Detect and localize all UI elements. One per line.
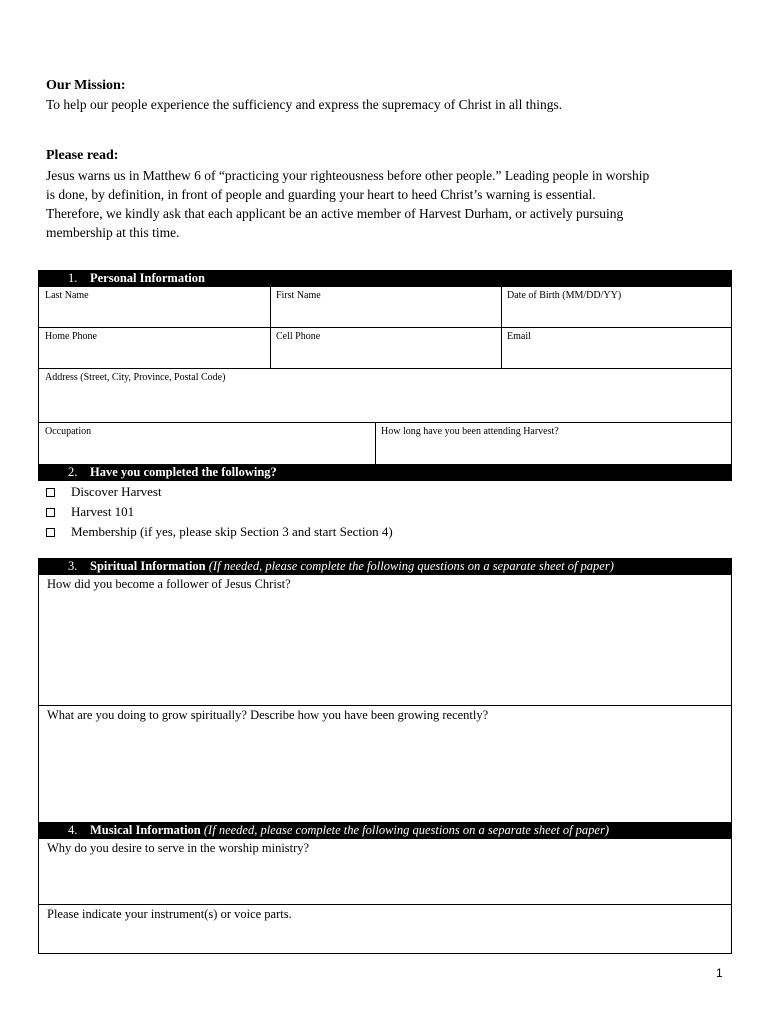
instrument-question: Please indicate your instrument(s) or voice parts. bbox=[47, 907, 292, 921]
instrument-answer-area[interactable] bbox=[39, 905, 731, 953]
section1-header bbox=[38, 270, 732, 287]
first-name-label: First Name bbox=[276, 290, 321, 301]
please-read-line: is done, by definition, in front of people and guarding your heart to heed Christ’s warning is essential. bbox=[46, 187, 596, 202]
growth-answer-area[interactable] bbox=[39, 706, 731, 822]
mission-heading: Our Mission: bbox=[46, 78, 126, 93]
section2-number: 2. bbox=[68, 465, 78, 479]
occupation-field[interactable] bbox=[39, 423, 375, 464]
occupation-label: Occupation bbox=[45, 426, 92, 437]
section2-header bbox=[38, 464, 732, 481]
motivation-answer-area[interactable] bbox=[39, 839, 731, 905]
email-label: Email bbox=[507, 331, 531, 342]
section4-title: Musical Information bbox=[90, 823, 201, 837]
mission-text: To help our people experience the sufficiency and express the supremacy of Christ in all things. bbox=[46, 97, 563, 112]
first-name-field[interactable] bbox=[270, 287, 501, 328]
column-divider bbox=[501, 287, 502, 328]
section1-title: Personal Information bbox=[90, 271, 205, 285]
date-of-birth-label: Date of Birth (MM/DD/YY) bbox=[507, 290, 622, 301]
date-of-birth-field[interactable] bbox=[501, 287, 731, 328]
section3-header bbox=[38, 558, 732, 575]
page-number: 1 bbox=[716, 966, 723, 980]
cell-phone-field[interactable] bbox=[270, 328, 501, 369]
section4-note: (If needed, please complete the following questions on a separate sheet of paper) bbox=[203, 823, 610, 837]
please-read-text bbox=[46, 166, 649, 242]
section4-header bbox=[38, 822, 732, 839]
personal-info-table bbox=[38, 287, 732, 464]
address-label: Address (Street, City, Province, Postal Code) bbox=[45, 372, 226, 383]
cell-phone-label: Cell Phone bbox=[276, 331, 321, 342]
checklist-label: Discover Harvest bbox=[71, 484, 162, 499]
column-divider bbox=[270, 328, 271, 369]
last-name-label: Last Name bbox=[45, 290, 89, 301]
follower-answer-area[interactable] bbox=[39, 575, 731, 706]
home-phone-label: Home Phone bbox=[45, 331, 97, 342]
please-read-heading: Please read: bbox=[46, 148, 119, 163]
musical-info-table bbox=[38, 839, 732, 954]
section2-title: Have you completed the following? bbox=[90, 465, 277, 479]
please-read-line: Jesus warns us in Matthew 6 of “practicing your righteousness before other people.” Leading people in worship bbox=[46, 168, 650, 183]
address-field[interactable] bbox=[39, 369, 731, 423]
section1-number: 1. bbox=[68, 271, 78, 285]
checkbox-icon[interactable] bbox=[46, 488, 55, 497]
follower-question: How did you become a follower of Jesus Christ? bbox=[47, 577, 291, 591]
growth-question: What are you doing to grow spiritually? Describe how you have been growing recently? bbox=[47, 708, 489, 722]
checkbox-icon[interactable] bbox=[46, 508, 55, 517]
section3-title: Spiritual Information bbox=[90, 559, 206, 573]
please-read-line: membership at this time. bbox=[46, 225, 180, 240]
section3-number: 3. bbox=[68, 559, 78, 573]
checklist-label: Harvest 101 bbox=[71, 504, 135, 519]
checklist-item[interactable] bbox=[46, 522, 393, 542]
checklist-item[interactable] bbox=[46, 482, 162, 502]
last-name-field[interactable] bbox=[39, 287, 270, 328]
home-phone-field[interactable] bbox=[39, 328, 270, 369]
checkbox-icon[interactable] bbox=[46, 528, 55, 537]
section3-note: (If needed, please complete the following questions on a separate sheet of paper) bbox=[208, 559, 614, 573]
checklist-item[interactable] bbox=[46, 502, 134, 522]
attending-duration-field[interactable] bbox=[375, 423, 731, 464]
checklist-label: Membership (if yes, please skip Section 3 and start Section 4) bbox=[71, 524, 393, 539]
spiritual-info-table bbox=[38, 575, 732, 822]
please-read-line: Therefore, we kindly ask that each applicant be an active member of Harvest Durham, or actively pursuing bbox=[46, 206, 624, 221]
motivation-question: Why do you desire to serve in the worship ministry? bbox=[47, 841, 310, 855]
column-divider bbox=[375, 423, 376, 464]
section4-number: 4. bbox=[68, 823, 78, 837]
email-field[interactable] bbox=[501, 328, 731, 369]
column-divider bbox=[270, 287, 271, 328]
attending-duration-label: How long have you been attending Harvest? bbox=[381, 426, 559, 437]
column-divider bbox=[501, 328, 502, 369]
